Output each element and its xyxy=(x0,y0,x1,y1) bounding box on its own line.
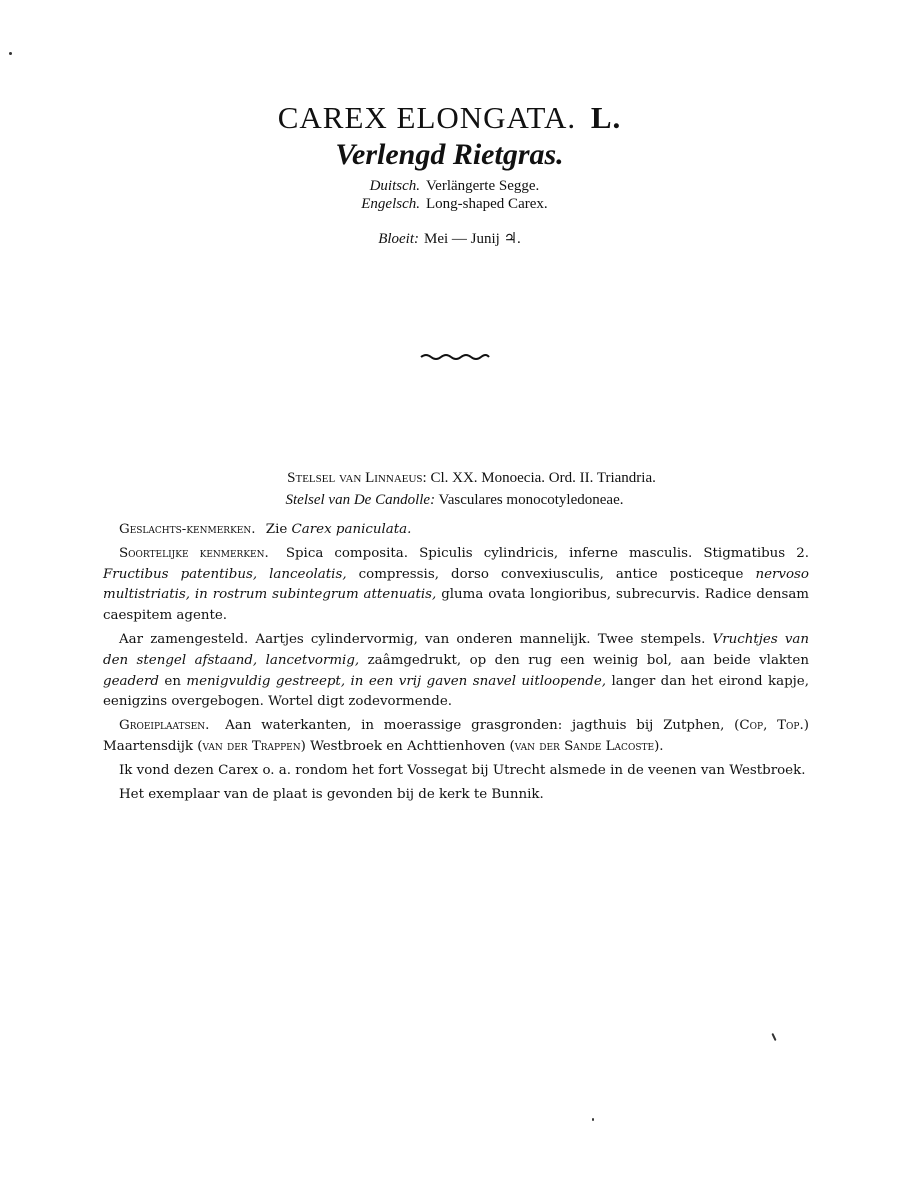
genus-paragraph xyxy=(103,520,809,541)
species-text: gluma ovata longioribus, subrecurvis. Radice densam caespitem agente. xyxy=(103,587,810,624)
species-name: CAREX ELONGATA. xyxy=(277,100,577,135)
german-name-row xyxy=(352,177,548,195)
species-italic: nervoso multistriatis, in rostrum subintegrum attenuatis, xyxy=(103,566,809,603)
species-text: compressis, dorso convexiusculis, antice posticeque xyxy=(358,566,744,582)
genus-heading: Geslachts-kenmerken. xyxy=(119,522,256,537)
bloom-label: Bloeit: xyxy=(378,231,420,247)
bloom-period xyxy=(0,229,899,248)
habitat-text: ) Westbroek en Achttienhoven ( xyxy=(300,738,515,754)
description-text: en xyxy=(164,673,181,689)
habitat-text: ) Maartensdijk ( xyxy=(103,718,809,754)
description-text: zaâmgedrukt, op den rug een weinig bol, aan beide vlakten xyxy=(367,652,809,668)
species-title xyxy=(0,100,899,136)
english-label: Engelsch. xyxy=(361,196,420,212)
scan-speck xyxy=(592,1118,594,1121)
collector-names: van der Sande Lacoste xyxy=(514,738,655,754)
scan-speck xyxy=(9,52,12,55)
species-paragraph xyxy=(103,544,809,627)
species-text: Spica composita. Spiculis cylindricis, inferne masculis. Stigmatibus 2. xyxy=(285,545,809,561)
description-text: langer dan het eirond kapje, eenigzins overgebogen. Wortel digt zodevormende. xyxy=(103,673,809,710)
scan-speck xyxy=(771,1033,776,1041)
bloom-months: Mei — Junij ♃. xyxy=(424,231,521,247)
habitat-text: Aan waterkanten, in moerassige grasgronden: jagthuis bij Zutphen, ( xyxy=(225,718,740,734)
collector-names: van der Trappen xyxy=(202,738,301,754)
plate-paragraph: Het exemplaar van de plaat is gevonden bij de kerk te Bunnik. xyxy=(119,786,544,802)
description-text: Aar zamengesteld. Aartjes cylindervormig, van onderen mannelijk. Twee stempels. xyxy=(119,631,706,647)
collector-names: Cop, Top. xyxy=(739,718,804,734)
german-name: Verlängerte Segge. xyxy=(426,178,540,194)
habitat-heading: Groeiplaatsen. xyxy=(119,718,210,734)
dutch-description-paragraph xyxy=(103,630,809,713)
vernacular-names xyxy=(352,177,548,213)
author-abbreviation: L. xyxy=(590,100,622,135)
habitat-paragraph xyxy=(103,716,809,758)
linnaeus-label: Stelsel van Linnaeus: xyxy=(287,470,427,486)
description-body xyxy=(103,520,809,808)
candolle-label: Stelsel van De Candolle: xyxy=(285,492,436,508)
species-heading: Soortelijke kenmerken. xyxy=(119,545,269,561)
linnaeus-system xyxy=(0,470,899,487)
description-italic: geaderd xyxy=(103,673,159,689)
linnaeus-class: Cl. XX. Monoecia. Ord. II. Triandria. xyxy=(430,470,656,486)
description-italic: menigvuldig gestreept, in een vrij gaven snavel uitloopende, xyxy=(186,673,606,689)
genus-reference: Carex paniculata. xyxy=(291,522,412,537)
species-italic: Fructibus patentibus, lanceolatis, xyxy=(103,566,347,582)
description-italic: Vruchtjes van den stengel afstaand, lancetvormig, xyxy=(103,631,810,668)
english-name-row xyxy=(352,195,548,213)
genus-text: Zie xyxy=(265,522,288,537)
candolle-class: Vasculares monocotyledoneae. xyxy=(438,492,624,508)
found-paragraph: Ik vond dezen Carex o. a. rondom het fort Vossegat bij Utrecht alsmede in de veenen van Westbroek. xyxy=(119,762,806,778)
dutch-common-name: Verlengd Rietgras. xyxy=(335,138,564,171)
ornamental-divider xyxy=(419,351,491,361)
german-label: Duitsch. xyxy=(369,178,420,194)
candolle-system xyxy=(0,492,899,509)
english-name: Long-shaped Carex. xyxy=(426,196,548,212)
habitat-text: ). xyxy=(654,738,664,754)
